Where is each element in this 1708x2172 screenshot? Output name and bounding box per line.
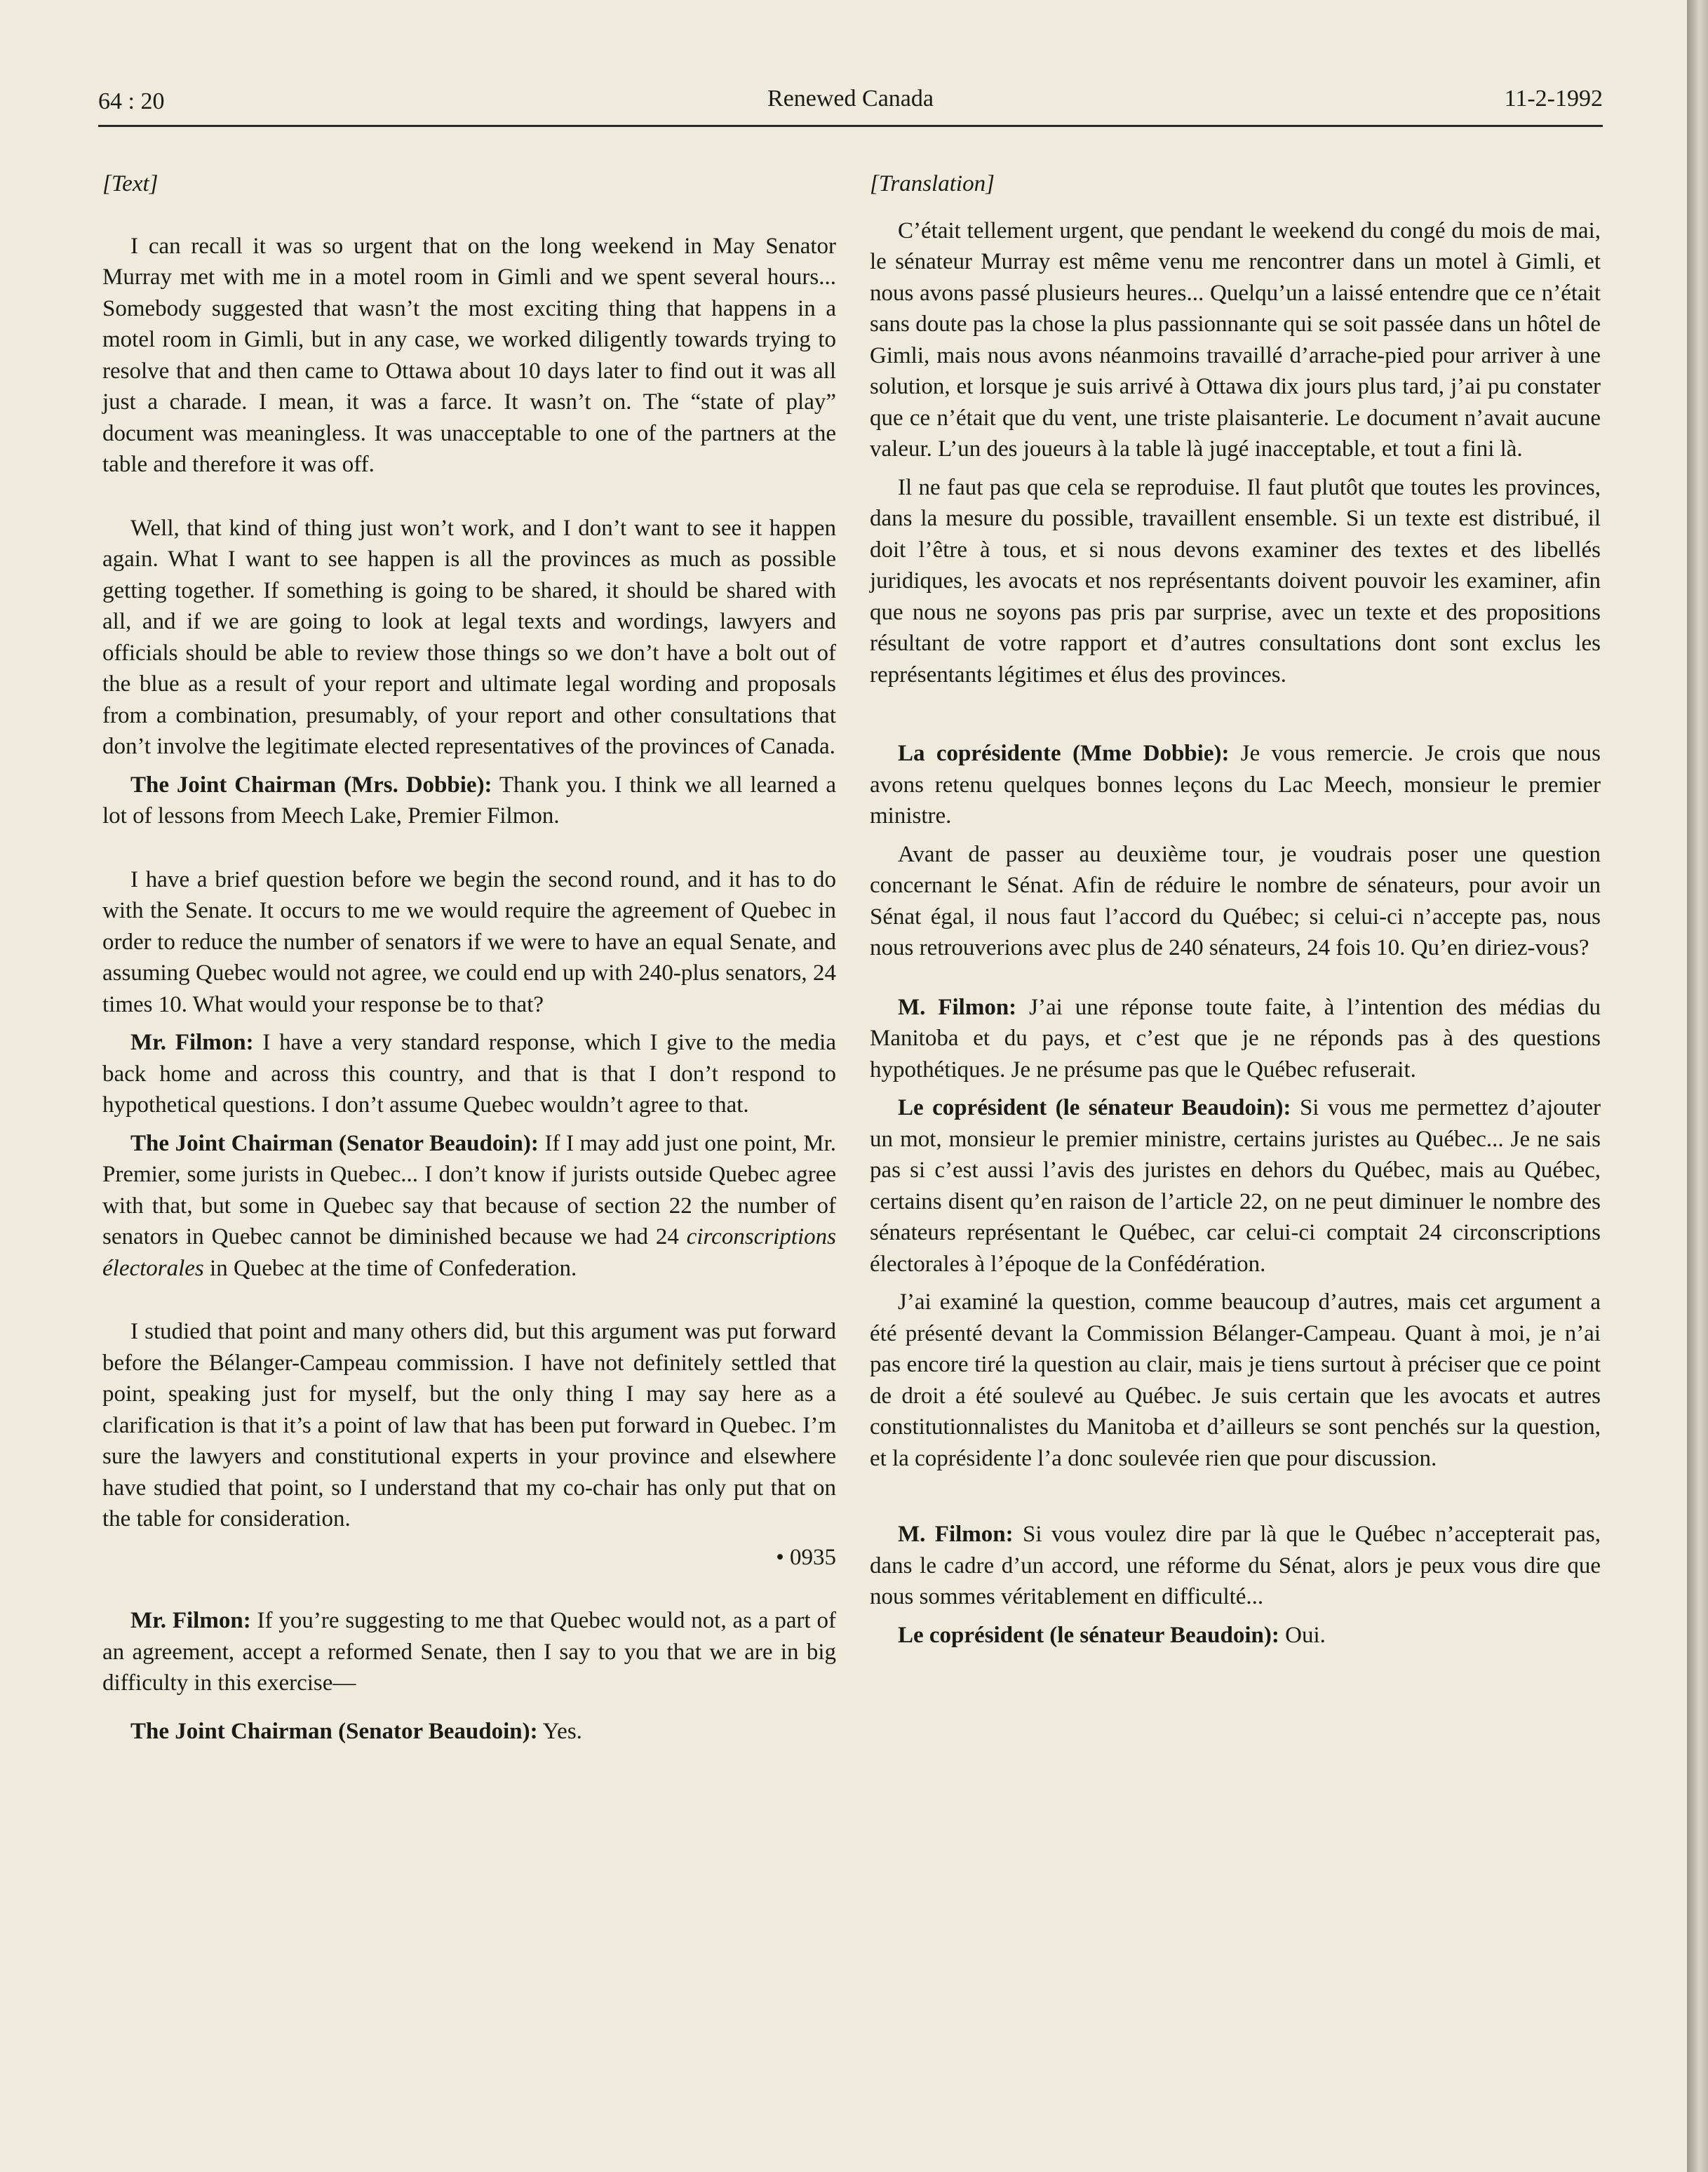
speech-text: Yes. — [537, 1718, 582, 1744]
time-stamp: • 0935 — [776, 1544, 836, 1570]
speaker-name: The Joint Chairman (Senator Beaudoin): — [130, 1718, 538, 1744]
paragraph: I have a brief question before we begin the second round, and it has to do with the Senate. It occurs to me we would require the agreement of Quebec in order to reduce the number of senators if we were to have an equal Senate, and assuming Quebec would not agree, we could end up with 240-plus senators, 24 times 10. What would your response be to that? — [102, 866, 836, 1017]
page-header — [98, 83, 1603, 127]
page-edge — [1687, 0, 1708, 2172]
speaker-name: Le coprésident (le sénateur Beaudoin): — [898, 1622, 1279, 1648]
speaker-paragraph — [102, 1605, 836, 1699]
paragraph: Well, that kind of thing just won’t work, and I don’t want to see it happen again. What I want to see happen is all the provinces as much as possible getting together. If something is going to be shared, it should be shared with all, and if we are going to look at legal texts and wordings, lawyers and officials should be able to review those things so we don’t have a bolt out of the blue as a result of your report and ultimate legal wording and proposals from a combination, presumably, of your report and other consultations that don’t involve the legitimate elected representatives of the provinces of Canada. — [102, 515, 836, 759]
italic-term: circonscriptions électorales — [102, 1224, 836, 1281]
speech-text: Je vous remercie. Je crois que nous avons retenu quelques bonnes leçons du Lac Meech, monsieur le premier ministre. — [870, 741, 1601, 829]
speech-text: J’ai une réponse toute faite, à l’intention des médias du Manitoba et du pays, et c’est que je ne réponds pas à des questions hypothétiques. Je ne présume pas que le Québec refuserait. — [870, 994, 1601, 1082]
speech-text: If I may add just one point, Mr. Premier, some jurists in Quebec... I don’t know if jurists outside Quebec agree with that, but some in Quebec say that because of section 22 the number of senators in Quebec cannot be diminished because we had 24 — [102, 1130, 836, 1249]
paragraph: C’était tellement urgent, que pendant le weekend du congé du mois de mai, le sénateur Murray est même venu me rencontrer dans un motel à Gimli, et nous avons passé plusieurs heures... Quelqu’un a laissé entendre que ce n’était sans doute pas la chose la plus passionnante qui se soit passée dans un hôtel de Gimli, mais nous avons néanmoins travaillé d’arrache-pied pour arriver à une solution, et lorsque je suis arrivé à Ottawa dix jours plus tard, j’ai pu constater que ce n’était que du vent, une triste plaisanterie. Le document n’avait aucune valeur. L’un des joueurs à la table là jugé inacceptable, et tout a fini là. — [870, 217, 1601, 462]
speaker-name: The Joint Chairman (Senator Beaudoin): — [130, 1130, 539, 1156]
speech-text: If you’re suggesting to me that Quebec would not, as a part of an agreement, accept a reformed Senate, then I say to you that we are in big difficulty in this exercise— — [102, 1608, 836, 1696]
header-date: 11-2-1992 — [1504, 86, 1603, 112]
speaker-paragraph — [102, 1027, 836, 1121]
speaker-paragraph — [870, 1519, 1601, 1613]
speaker-paragraph — [870, 1092, 1601, 1280]
speaker-name: La coprésidente (Mme Dobbie): — [898, 741, 1230, 766]
speech-text: in Quebec at the time of Confederation. — [203, 1255, 577, 1281]
speaker-name: M. Filmon: — [898, 1522, 1014, 1547]
text-tag: [Text] — [102, 171, 159, 196]
speech-text: Si vous me permettez d’ajouter un mot, monsieur le premier ministre, certains juristes au Québec... Je ne sais pas si c’est aussi l’avis des juristes en dehors du Québec, mais au Québec, certains disent qu’en raison de l’article 22, on ne peut diminuer le nombre des sénateurs représentant le Québec, car celui-ci comptait 24 circonscriptions électorales à l’époque de la Confédération. — [870, 1095, 1601, 1277]
translation-tag: [Translation] — [870, 171, 995, 196]
speaker-paragraph — [870, 1620, 1601, 1651]
speaker-paragraph — [102, 1716, 836, 1748]
speaker-paragraph — [870, 738, 1601, 832]
speaker-name: The Joint Chairman (Mrs. Dobbie): — [130, 772, 492, 798]
speech-text: I have a very standard response, which I give to the media back home and across this country, and that is that I don’t respond to hypothetical questions. I don’t assume Quebec wouldn’t agree to that. — [102, 1030, 837, 1118]
speech-text: Oui. — [1279, 1622, 1326, 1648]
speaker-name: M. Filmon: — [898, 994, 1017, 1020]
paragraph: J’ai examiné la question, comme beaucoup d’autres, mais cet argument a été présenté devant la Commission Bélanger-Campeau. Quant à moi, je n’ai pas encore tiré la question au clair, mais je tiens surtout à préciser que ce point de droit a été soulevé au Québec. Je suis certain que les avocats et autres constitutionnalistes du Manitoba et d’ailleurs se sont penchés sur la question, et la coprésidente l’a donc soulevée rien que pour discussion. — [870, 1289, 1601, 1471]
speaker-paragraph — [102, 1128, 836, 1285]
english-column — [102, 168, 836, 1747]
paragraph: Avant de passer au deuxième tour, je voudrais poser une question concernant le Sénat. Afin de réduire le nombre de sénateurs, pour avoir un Sénat égal, il nous faut l’accord du Québec; si celui-ci n’accepte pas, nous nous retrouverions avec plus de 240 sénateurs, 24 fois 10. Qu’en diriez-vous? — [870, 841, 1601, 960]
paragraph: I studied that point and many others did, but this argument was put forward before the Bélanger-Campeau commission. I have not definitely settled that point, speaking just for myself, but the only thing I may say here as a clarification is that it’s a point of law that has been put forward in Quebec. I’m sure the lawyers and constitutional experts in your province and elsewhere have studied that point, so I understand that my co-chair has only put that on the table for consideration. — [102, 1319, 836, 1531]
page-number: 64 : 20 — [98, 88, 165, 114]
speaker-paragraph — [102, 770, 836, 832]
running-title: Renewed Canada — [767, 86, 934, 112]
speaker-paragraph — [870, 992, 1601, 1086]
paragraph: Il ne faut pas que cela se reproduise. Il faut plutôt que toutes les provinces, dans la mesure du possible, travaillent ensemble. Si un texte est distribué, il doit l’être à tous, et si nous devons examiner des textes et des libellés juridiques, les avocats et nos représentants doivent pouvoir les examiner, afin que nous ne soyons pas pris par surprise, avec un texte et des propositions résultant de votre rapport et d’autres consultations dont sont exclus les représentants légitimes et élus des provinces. — [870, 474, 1601, 688]
speech-text: Si vous voulez dire par là que le Québec n’accepterait pas, dans le cadre d’un accord, une réforme du Sénat, alors je peux vous dire que nous sommes véritablement en difficulté... — [870, 1522, 1601, 1609]
speaker-name: Mr. Filmon: — [130, 1608, 251, 1633]
french-column — [870, 168, 1601, 1651]
paragraph: I can recall it was so urgent that on the long weekend in May Senator Murray met with me in a motel room in Gimli and we spent several hours... Somebody suggested that wasn’t the most exciting thing that happens in a motel room in Gimli, but in any case, we worked diligently towards trying to resolve that and then came to Ottawa about 10 days later to find out it was all just a charade. I mean, it was a farce. It wasn’t on. The “state of play” document was meaningless. It was unacceptable to one of the partners at the table and therefore it was off. — [102, 233, 836, 477]
speech-text: Thank you. I think we all learned a lot of lessons from Meech Lake, Premier Filmon. — [102, 772, 836, 829]
speaker-name: Le coprésident (le sénateur Beaudoin): — [898, 1095, 1291, 1120]
speaker-name: Mr. Filmon: — [130, 1030, 254, 1055]
